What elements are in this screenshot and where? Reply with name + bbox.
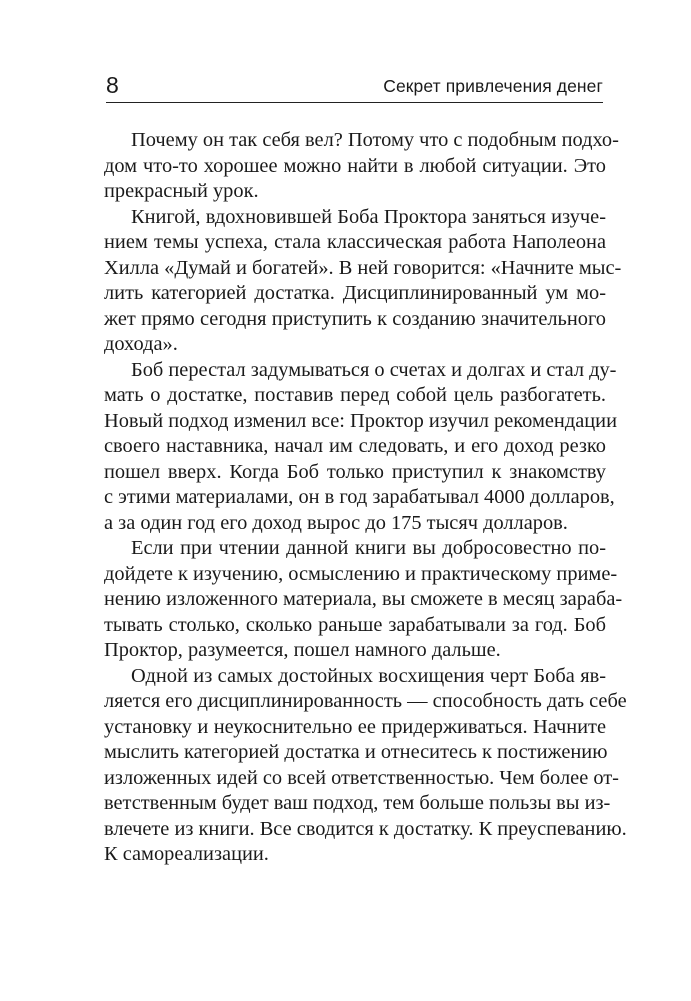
text-line: дойдете к изучению, осмыслению и практическому приме-: [104, 562, 618, 585]
text-line: Книгой, вдохновившей Боба Проктора заняться изуче-: [131, 205, 606, 228]
text-line: прекрасный урок.: [104, 180, 259, 202]
text-line: К самореализации.: [104, 843, 269, 865]
text-line: мыслить категорией достатка и отнеситесь к постижению: [104, 741, 608, 763]
text-line: Если при чтении данной книги вы добросовестно по-: [131, 537, 606, 559]
text-line: пошел вверх. Когда Боб только приступил к знакомству: [104, 460, 606, 483]
paragraph: [104, 536, 623, 664]
paragraph: [104, 128, 619, 205]
text-line: Хилла «Думай и богатей». В ней говорится: «Начните мыс-: [104, 256, 622, 279]
text-line: ляется его дисциплинированность — способность дать себе: [104, 690, 627, 712]
paragraph: [104, 664, 627, 868]
page-number: 8: [106, 72, 119, 98]
text-line: жет прямо сегодня приступить к созданию значительного: [104, 307, 606, 330]
running-head: [106, 72, 603, 103]
text-line: мать о достатке, поставив перед собой цель разбогатеть.: [104, 384, 606, 406]
text-line: дом что-то хорошее можно найти в любой ситуации. Это: [104, 154, 606, 177]
text-line: а за один год его доход вырос до 175 тысяч долларов.: [104, 511, 568, 534]
text-line: Почему он так себя вел? Потому что с подобным подхо-: [131, 129, 619, 151]
text-line: ветственным будет ваш подход, тем больше пользы вы из-: [104, 792, 611, 814]
text-line: тывать столько, сколько раньше зарабатывали за год. Боб: [104, 613, 606, 636]
paragraph: [104, 205, 622, 358]
text-line: дохода».: [104, 333, 178, 355]
text-line: Боб перестал задумываться о счетах и долгах и стал ду-: [131, 358, 617, 381]
text-line: Проктор, разумеется, пошел намного дальше.: [104, 639, 501, 661]
book-title: Секрет привлечения денег: [383, 76, 603, 96]
text-line: Новый подход изменил все: Проктор изучил рекомендации: [104, 409, 618, 432]
text-line: изложенных идей со всей ответственностью. Чем более от-: [104, 766, 619, 789]
text-line: лить категорией достатка. Дисциплинированный ум мо-: [104, 282, 606, 304]
body-text: [104, 128, 627, 868]
text-line: своего наставника, начал им следовать, и его доход резко: [104, 435, 606, 457]
text-line: нению изложенного материала, вы сможете в месяц зараба-: [104, 588, 623, 610]
paragraph: [104, 358, 618, 537]
text-line: нием темы успеха, стала классическая работа Наполеона: [104, 231, 606, 253]
text-line: с этими материалами, он в год зарабатывал 4000 долларов,: [104, 486, 615, 508]
text-line: Одной из самых достойных восхищения черт Боба яв-: [131, 664, 606, 687]
text-line: влечете из книги. Все сводится к достатку. К преуспеванию.: [104, 817, 627, 840]
text-line: установку и неукоснительно ее придерживаться. Начните: [104, 715, 606, 738]
